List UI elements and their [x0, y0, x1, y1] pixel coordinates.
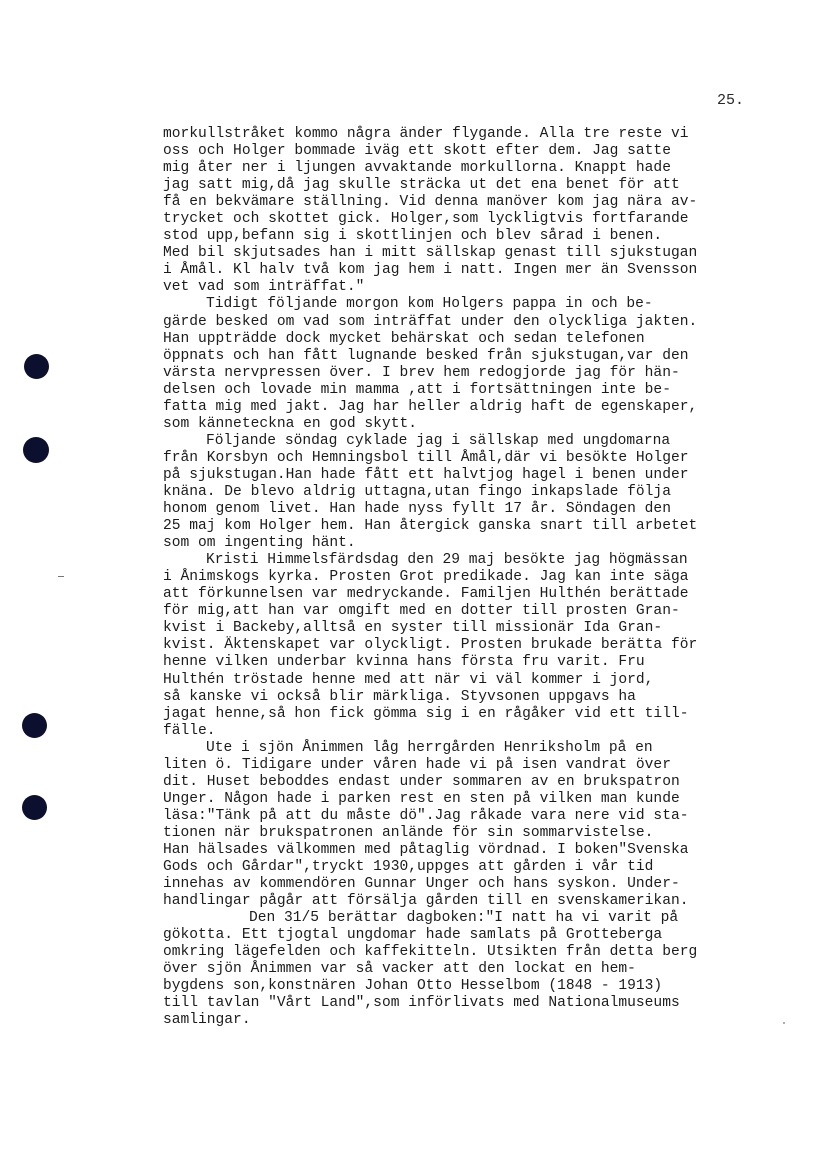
- binder-hole-4: [22, 795, 47, 820]
- text-line: gökotta. Ett tjogtal ungdomar hade samlats på Grotteberga: [163, 927, 663, 944]
- text-line: som kännetecknа en god skytt.: [163, 415, 417, 432]
- text-line: Unger. Någon hade i parken rest en sten på vilken man kunde: [163, 790, 680, 807]
- text-line: gärde besked om vad som inträffat under den olyckliga jakten.: [163, 313, 698, 330]
- text-line: handlingar pågår att försälja gården till en svenskamerikan.: [163, 893, 689, 910]
- binder-hole-1: [24, 354, 49, 379]
- paper-speck: [783, 1022, 785, 1024]
- body-text: [163, 126, 783, 1029]
- text-line: knäna. De blevo aldrig uttagna,utan fingo inkapslade följa: [163, 483, 671, 500]
- text-line: samlingar.: [163, 1012, 251, 1029]
- text-line: Den 31/5 berättar dagboken:"I natt ha vi varit på: [249, 910, 679, 927]
- text-line: få en bekvämare ställning. Vid denna manöver kom jag nära av-: [163, 194, 698, 211]
- text-line: Tidigt följande morgon kom Holgers pappa in och be-: [206, 296, 653, 313]
- text-line: Hulthén tröstade henne med att när vi väl kommer i jord,: [163, 671, 654, 688]
- text-line: oss och Holger bommade iväg ett skott efter dem. Jag satte: [163, 143, 671, 160]
- paper-speck: [58, 576, 64, 577]
- text-line: att förkunnelsen var medryckande. Familjen Hulthén berättade: [163, 586, 689, 603]
- text-line: Ute i sjön Ånimmen låg herrgården Henriksholm på en: [206, 739, 653, 756]
- text-line: bygdens son,konstnären Johan Otto Hesselbom (1848 - 1913): [163, 978, 663, 995]
- text-line: Med bil skjutsades han i mitt sällskap genast till sjukstugan: [163, 245, 698, 262]
- text-line: honom genom livet. Han hade nyss fyllt 17 år. Söndagen den: [163, 501, 671, 518]
- text-line: Han uppträdde dock mycket behärskat och sedan telefonen: [163, 330, 645, 347]
- text-line: morkullstråket kommo några änder flygande. Alla tre reste vi: [163, 126, 689, 142]
- text-line: till tavlan "Vårt Land",som införlivats med Nationalmuseums: [163, 995, 680, 1012]
- text-line: jag satt mig,då jag skulle sträcka ut det ena benet för att: [163, 177, 680, 194]
- text-line: fälle.: [163, 722, 216, 739]
- text-line: tionen när brukspatronen anlände för sin sommarvistelse.: [163, 824, 654, 841]
- text-line: öppnats och han fått lugnande besked från sjukstugan,var den: [163, 347, 689, 364]
- text-line: dit. Huset beboddes endast under sommaren av en brukspatron: [163, 773, 680, 790]
- text-line: över sjön Ånimmen var så vacker att den lockat en hem-: [163, 961, 636, 978]
- text-line: innehas av kommendören Gunnar Unger och hans syskon. Under-: [163, 876, 680, 893]
- text-line: kvist i Backeby,alltså en syster till missionär Ida Gran-: [163, 620, 663, 637]
- text-line: från Korsbyn och Hemningsbol till Åmål,där vi besökte Holger: [163, 449, 689, 466]
- text-line: Gods och Gårdar",tryckt 1930,uppges att gården i vår tid: [163, 859, 654, 876]
- text-line: kvist. Äktenskapet var olyckligt. Prosten brukade berätta för: [163, 637, 698, 654]
- text-line: fatta mig med jakt. Jag har heller aldrig haft de egenskaper,: [163, 398, 698, 415]
- text-line: jagat henne,så hon fick gömma sig i en rågåker vid ett till-: [163, 705, 689, 722]
- binder-hole-2: [23, 437, 49, 463]
- text-line: Kristi Himmelsfärdsdag den 29 maj besökte jag högmässan: [206, 552, 688, 569]
- text-line: så kanske vi också blir märkliga. Styvsonen uppgavs ha: [163, 688, 636, 705]
- text-line: omkring lägefelden och kaffekitteln. Utsikten från detta berg: [163, 944, 698, 961]
- text-line: Följande söndag cyklade jag i sällskap med ungdomarna: [206, 432, 671, 449]
- text-line: för mig,att han var omgift med en dotter till prosten Gran-: [163, 603, 680, 620]
- text-line: 25 maj kom Holger hem. Han återgick ganska snart till arbetet: [163, 518, 698, 535]
- text-line: värsta nervpressen över. I brev hem redogjorde jag för hän-: [163, 364, 680, 381]
- text-line: på sjukstugan.Han hade fått ett halvtjog hagel i benen under: [163, 466, 689, 483]
- text-line: stod upp,befann sig i skottlinjen och blev sårad i benen.: [163, 228, 663, 245]
- text-line: läsa:"Tänk på att du måste dö".Jag råkade vara nere vid sta-: [163, 807, 689, 824]
- text-line: liten ö. Tidigare under våren hade vi på isen vandrat över: [163, 756, 671, 773]
- text-line: henne vilken underbar kvinna hans första fru varit. Fru: [163, 654, 645, 671]
- page-number: 25.: [717, 92, 745, 109]
- text-line: delsen och lovade min mamma ,att i fortsättningen inte be-: [163, 381, 671, 398]
- text-line: mig åter ner i ljungen avvaktande morkullorna. Knappt hade: [163, 160, 671, 177]
- text-line: trycket och skottet gick. Holger,som lyckligtvis fortfarande: [163, 211, 689, 228]
- text-line: Han hälsades välkommen med påtaglig vördnad. I boken"Svenska: [163, 841, 689, 858]
- text-line: som om ingenting hänt.: [163, 535, 356, 552]
- text-line: i Ånimskogs kyrka. Prosten Grot predikade. Jag kan inte säga: [163, 569, 689, 586]
- binder-hole-3: [22, 713, 47, 738]
- text-line: i Åmål. Kl halv två kom jag hem i natt. Ingen mer än Svensson: [163, 262, 698, 279]
- text-line: vet vad som inträffat.": [163, 279, 365, 296]
